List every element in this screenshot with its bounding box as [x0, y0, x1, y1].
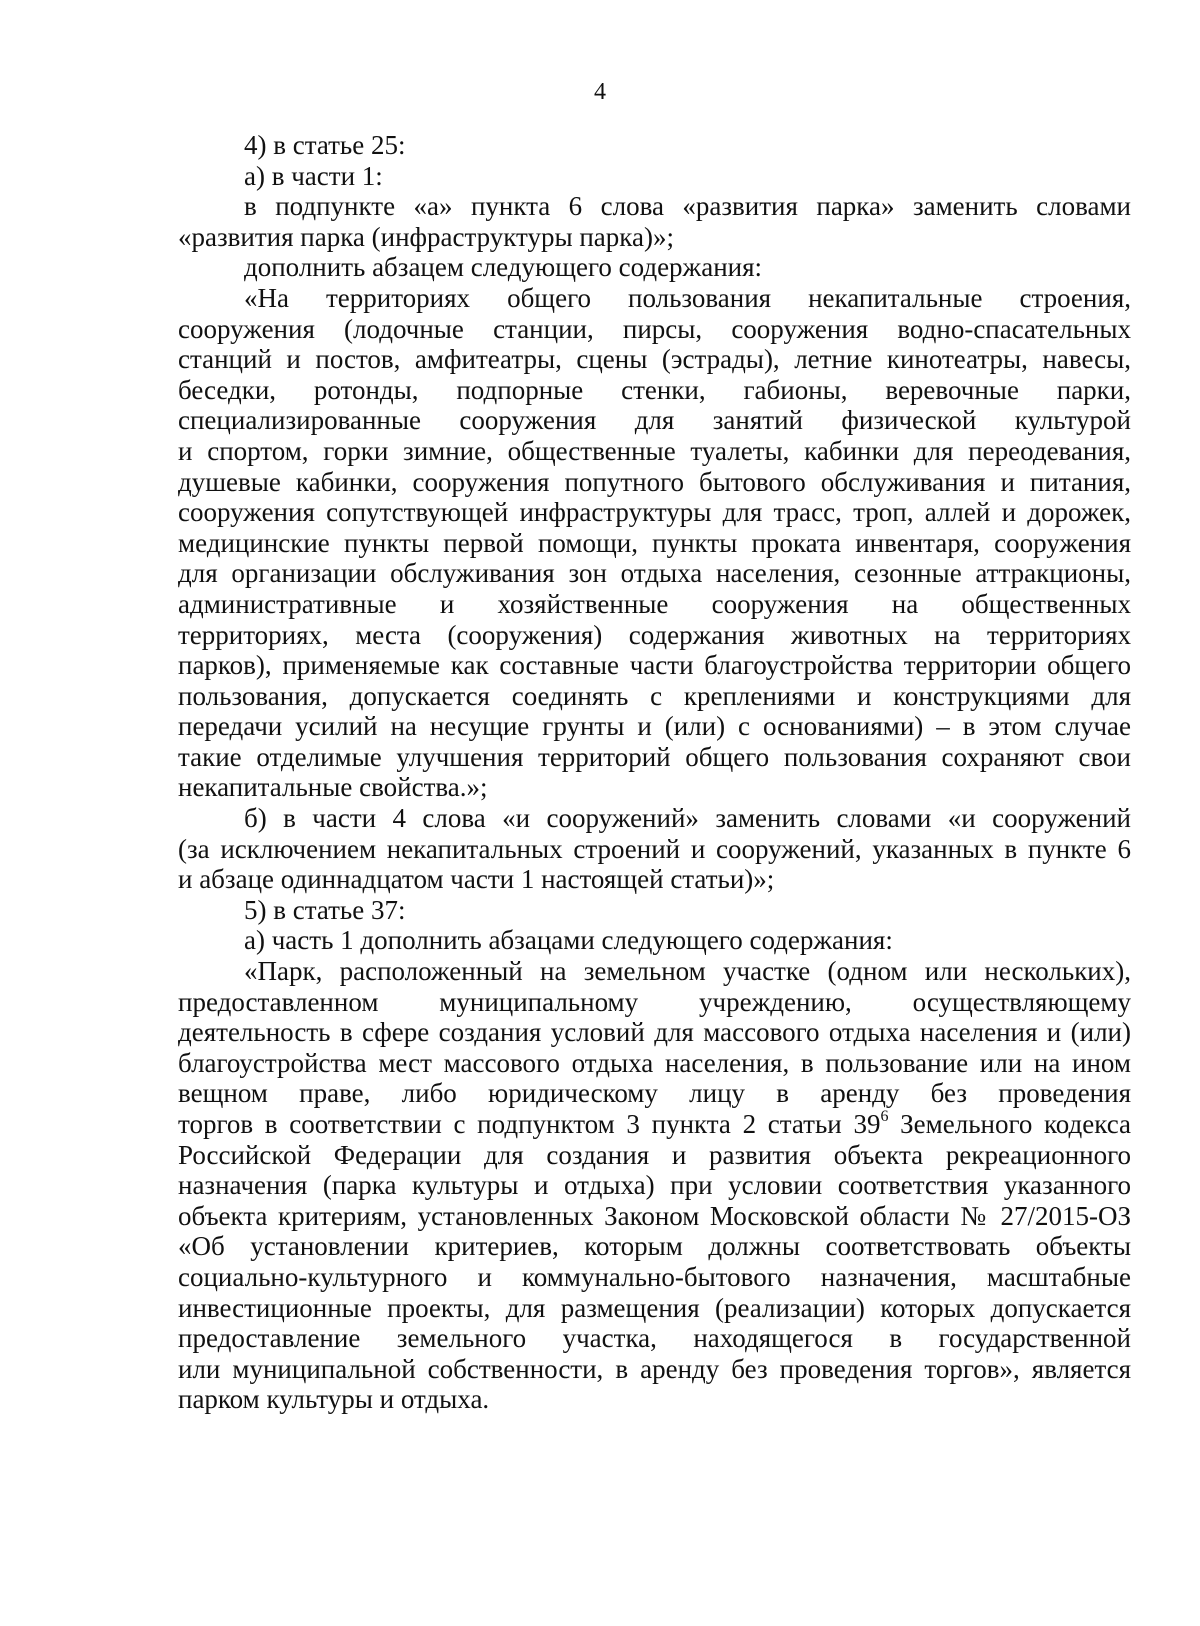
text-line: для организации обслуживания зон отдыха населения, сезонные аттракционы, [178, 558, 1131, 589]
page-number: 4 [594, 79, 606, 105]
text-line: и абзаце одиннадцатом части 1 настоящей статьи)»; [178, 864, 775, 895]
text-line: и спортом, горки зимние, общественные туалеты, кабинки для переодевания, [178, 435, 1131, 466]
text-line: такие отделимые улучшения территорий общего пользования сохраняют свои [178, 741, 1131, 772]
text-line: территориях, места (сооружения) содержания животных на территориях [178, 619, 1131, 650]
text-line: некапитальные свойства.»; [178, 772, 488, 803]
text-line-with-superscript [178, 1109, 1131, 1140]
text-line: «Парк, расположенный на земельном участке (одном или нескольких), [244, 956, 1131, 987]
text-line: предоставленном муниципальному учреждению, осуществляющему [178, 986, 1131, 1017]
text-line: специализированные сооружения для занятий физической культурой [178, 405, 1131, 436]
text-line: душевые кабинки, сооружения попутного бытового обслуживания и питания, [178, 466, 1131, 497]
text-line: б) в части 4 слова «и сооружений» заменить словами «и сооружений [244, 803, 1131, 834]
document-body [178, 130, 1131, 1415]
text-line: инвестиционные проекты, для размещения (реализации) которых допускается [178, 1292, 1131, 1323]
text-line: в подпункте «а» пункта 6 слова «развития парка» заменить словами [244, 191, 1131, 222]
text-line: а) часть 1 дополнить абзацами следующего содержания: [244, 925, 893, 956]
text-line: (за исключением некапитальных строений и сооружений, указанных в пункте 6 [178, 833, 1131, 864]
text-line: «Об установлении критериев, которым должны соответствовать объекты [178, 1231, 1131, 1262]
text-line: медицинские пункты первой помощи, пункты проката инвентаря, сооружения [178, 527, 1131, 558]
superscript: 6 [880, 1108, 889, 1125]
text-line: «развития парка (инфраструктуры парка)»; [178, 221, 674, 252]
text-line: административные и хозяйственные сооружения на общественных [178, 588, 1131, 619]
text-line: 4) в статье 25: [244, 130, 406, 160]
text-line: парков), применяемые как составные части благоустройства территории общего [178, 650, 1131, 681]
text-line: деятельность в сфере создания условий для массового отдыха населения и (или) [178, 1017, 1131, 1048]
text-line: благоустройства мест массового отдыха населения, в пользование или на ином [178, 1047, 1131, 1078]
text-line: сооружения сопутствующей инфраструктуры для трасс, троп, аллей и дорожек, [178, 497, 1131, 528]
text-line: беседки, ротонды, подпорные стенки, габионы, веревочные парки, [178, 374, 1131, 405]
text-line: а) в части 1: [244, 160, 383, 191]
text-line: передачи усилий на несущие грунты и (или) с основаниями) – в этом случае [178, 711, 1131, 742]
text-line: предоставление земельного участка, находящегося в государственной [178, 1323, 1131, 1354]
text-line: или муниципальной собственности, в аренду без проведения торгов», является [178, 1353, 1131, 1384]
text-line: сооружения (лодочные станции, пирсы, сооружения водно-спасательных [178, 313, 1131, 344]
text-line: вещном праве, либо юридическому лицу в аренду без проведения [178, 1078, 1131, 1109]
text-segment: торгов в соответствии с подпунктом 3 пункта 2 статьи 39 [178, 1109, 881, 1139]
text-line: объекта критериям, установленных Законом Московской области № 27/2015-ОЗ [178, 1200, 1131, 1231]
text-line: дополнить абзацем следующего содержания: [244, 252, 763, 283]
text-segment: Земельного кодекса [888, 1109, 1131, 1139]
text-line: пользования, допускается соединять с креплениями и конструкциями для [178, 680, 1131, 711]
text-line: назначения (парка культуры и отдыха) при условии соответствия указанного [178, 1170, 1131, 1201]
text-line: 5) в статье 37: [244, 894, 406, 925]
text-line: Российской Федерации для создания и развития объекта рекреационного [178, 1139, 1131, 1170]
text-line: «На территориях общего пользования некапитальные строения, [244, 282, 1131, 313]
text-line: социально-культурного и коммунально-бытового назначения, масштабные [178, 1261, 1131, 1292]
text-line: станций и постов, амфитеатры, сцены (эстрады), летние кинотеатры, навесы, [178, 344, 1131, 375]
text-line: парком культуры и отдыха. [178, 1384, 490, 1415]
